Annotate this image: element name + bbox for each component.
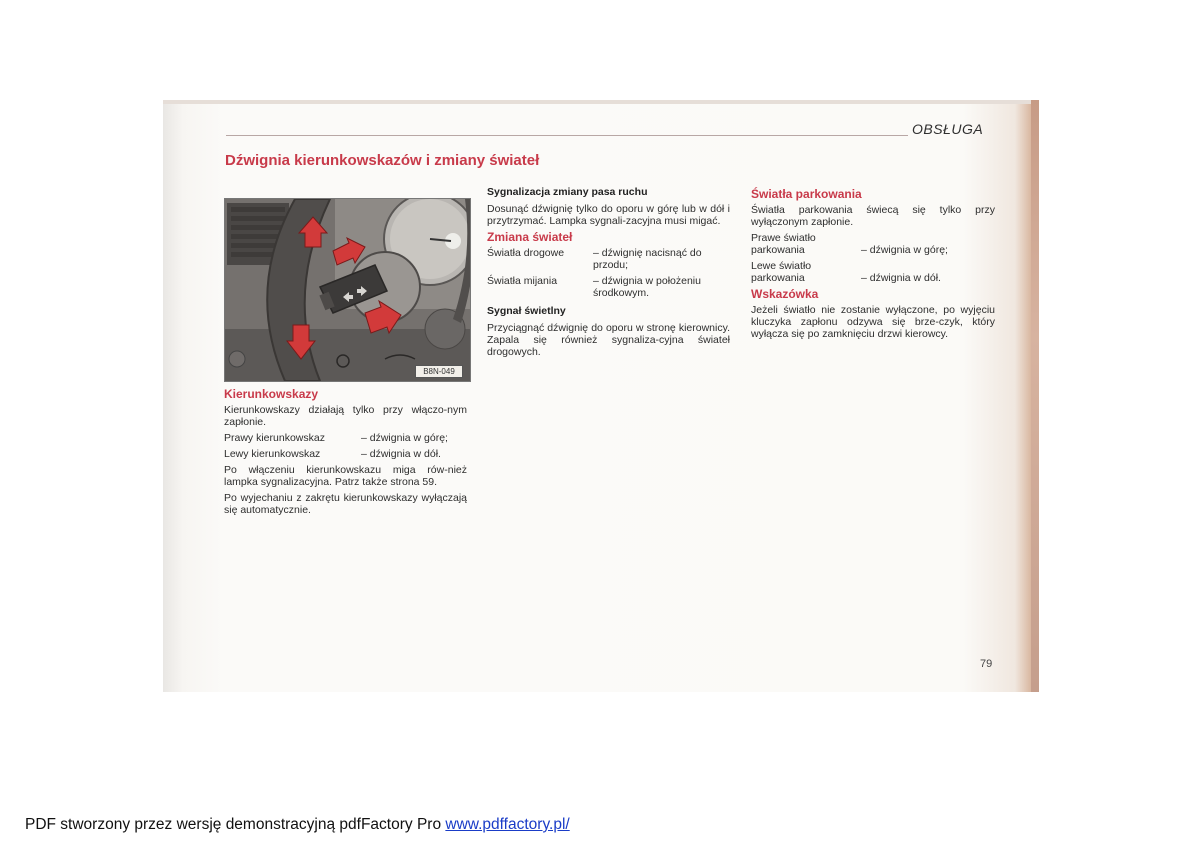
parking-lights-text: Światła parkowania świecą się tylko przy wyłączonym zapłonie. (751, 204, 995, 228)
heading-light-change: Zmiana świateł (487, 230, 573, 244)
lever-illustration-svg (225, 199, 470, 381)
heading-note: Wskazówka (751, 287, 819, 301)
header-rule (226, 135, 908, 136)
page-right-edge (1031, 100, 1039, 692)
row-value: – dźwignia w górę; (861, 244, 948, 256)
footer-link[interactable]: www.pdffactory.pl/ (445, 816, 570, 833)
turn-signals-auto-off: Po wyjechaniu z zakrętu kierunkowskazy wyłączają się automatycznie. (224, 492, 467, 516)
footer-text: PDF stworzony przez wersję demonstracyjną pdfFactory Pro (25, 816, 446, 833)
parking-row-right (751, 232, 995, 256)
section-label: OBSŁUGA (912, 121, 984, 137)
heading-parking-lights: Światła parkowania (751, 187, 862, 201)
turn-signals-intro: Kierunkowskazy działają tylko przy włączo-nym zapłonie. (224, 404, 467, 428)
turn-signal-row-right (224, 432, 467, 444)
figure-code: B8N-049 (415, 365, 463, 378)
row-value: – dźwignię nacisnąć do przodu; (593, 247, 702, 271)
lane-change-text: Dosunąć dźwignię tylko do oporu w górę lub w dół i przytrzymać. Lampka sygnali-zacyjna musi migać. (487, 203, 730, 227)
heading-lane-change: Sygnalizacja zmiany pasa ruchu (487, 186, 648, 198)
lever-illustration (224, 198, 471, 382)
row-label: Światła drogowe (487, 247, 565, 259)
row-label: Lewy kierunkowskaz (224, 448, 321, 460)
column-parking-lights (751, 188, 995, 344)
column-lane-change (487, 186, 730, 362)
flash-signal-text: Przyciągnąć dźwignię do oporu w stronę kierownicy. Zapala się również sygnaliza-cyjna świateł drogowych. (487, 322, 730, 358)
heading-flash-signal: Sygnał świetlny (487, 305, 566, 317)
parking-row-left (751, 260, 995, 284)
turn-signal-row-left (224, 448, 467, 460)
row-label: Prawe światło parkowania (751, 232, 816, 256)
heading-turn-signals: Kierunkowskazy (224, 387, 319, 401)
row-label: Prawy kierunkowskaz (224, 432, 325, 444)
column-turn-signals (224, 388, 467, 520)
page-number: 79 (980, 658, 993, 670)
page-title: Dźwignia kierunkowskazów i zmiany świateł (225, 152, 540, 169)
row-value: – dźwignia w górę; (361, 432, 448, 444)
row-label: Światła mijania (487, 275, 558, 287)
note-text: Jeżeli światło nie zostanie wyłączone, po wyjęciu kluczyka zapłonu odzywa się brze-czyk, który wyłącza się po zamknięciu drzwi kierowcy. (751, 304, 995, 340)
footer (25, 816, 570, 834)
turn-signals-lamp-note: Po włączeniu kierunkowskazu miga rów-nież lampka sygnalizacyjna. Patrz także strona 59. (224, 464, 467, 488)
row-value: – dźwignia w dół. (861, 272, 941, 284)
light-change-row-high (487, 247, 730, 271)
row-value: – dźwignia w dół. (361, 448, 441, 460)
page-top-edge (163, 100, 1039, 104)
row-label: Lewe światło parkowania (751, 260, 812, 284)
row-value: – dźwignia w położeniu środkowym. (593, 275, 701, 299)
light-change-row-low (487, 275, 730, 299)
